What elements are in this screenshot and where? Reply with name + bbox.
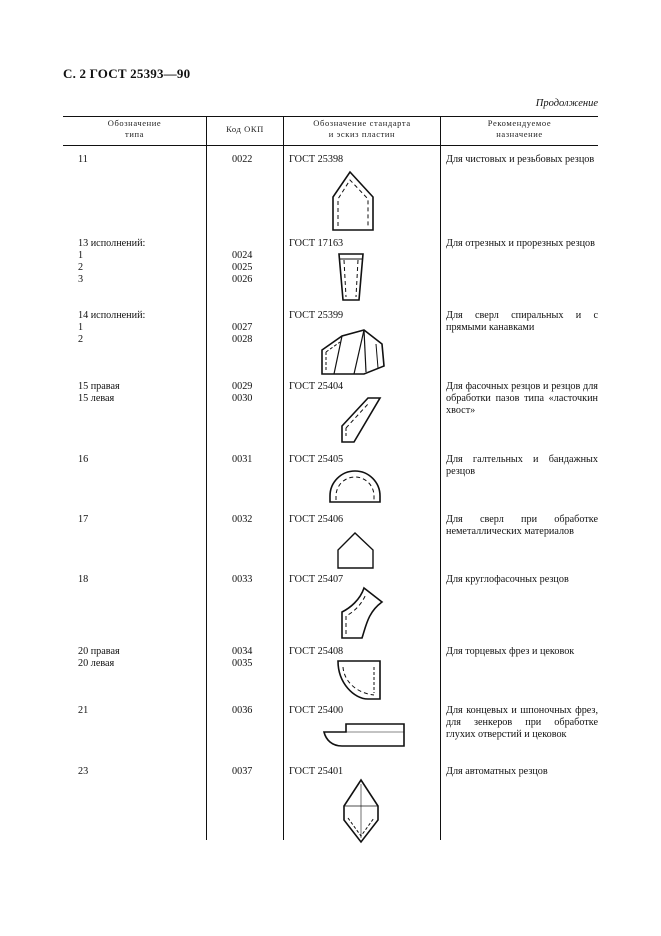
purpose-cell: Для круглофасочных резцов: [446, 574, 569, 585]
type-cell: 15 правая 15 левая: [78, 381, 120, 404]
standard-cell: ГОСТ 25408: [289, 646, 344, 657]
type-cell: 17: [78, 514, 89, 525]
okp-cell: 0034 0035: [232, 646, 253, 669]
sketch-quarter-round-icon: [336, 659, 382, 701]
type-cell: 21: [78, 705, 89, 716]
header-type: Обозначение типа: [107, 118, 162, 139]
page-header: С. 2 ГОСТ 25393—90: [63, 66, 191, 81]
type-cell: 20 правая 20 левая: [78, 646, 120, 669]
sketch-pointed-icon: [342, 778, 380, 844]
okp-cell: 0024 0025 0026: [232, 250, 253, 285]
table-top-rule: [63, 116, 598, 117]
purpose-cell: Для сверл при обработке неметаллических материалов: [446, 514, 598, 537]
okp-cell: 0036: [232, 705, 253, 716]
type-cell: 23: [78, 766, 89, 777]
okp-cell: 0031: [232, 454, 253, 465]
purpose-cell: Для автоматных резцов: [446, 766, 548, 777]
type-cell: 13 исполнений: 1 2 3: [78, 238, 146, 285]
column-divider: [206, 116, 207, 840]
sketch-pentagon-icon: [328, 170, 378, 232]
type-cell: 16: [78, 454, 89, 465]
continuation-label: Продолжение: [535, 98, 598, 109]
type-cell: 18: [78, 574, 89, 585]
header-standard: Обозначение стандарта и эскиз пластин: [313, 118, 411, 139]
sketch-prism-icon: [318, 328, 388, 376]
type-cell: 14 исполнений: 1 2: [78, 310, 146, 345]
purpose-cell: Для фасочных резцов и резцов для обработки пазов типа «ласточкин хвост»: [446, 381, 598, 416]
okp-cell: 0037: [232, 766, 253, 777]
standard-cell: ГОСТ 25400: [289, 705, 344, 716]
sketch-bar-icon: [322, 722, 406, 748]
purpose-cell: Для торцевых фрез и цековок: [446, 646, 575, 657]
okp-cell: 0033: [232, 574, 253, 585]
okp-cell: 0027 0028: [232, 322, 253, 345]
purpose-cell: Для сверл спиральных и с прямыми канавками: [446, 310, 598, 333]
okp-cell: 0029 0030: [232, 381, 253, 404]
purpose-cell: Для концевых и шпоночных фрез, для зенкеров при обработке глухих отверстий и цековок: [446, 705, 598, 740]
purpose-cell: Для галтельных и бандажных резцов: [446, 454, 598, 477]
okp-cell: 0032: [232, 514, 253, 525]
column-divider: [440, 116, 441, 840]
sketch-semicircle-icon: [328, 470, 382, 504]
standard-cell: ГОСТ 25399: [289, 310, 344, 321]
standard-cell: ГОСТ 25404: [289, 381, 344, 392]
sketch-trapezoid-icon: [336, 252, 366, 302]
okp-cell: 0022: [232, 154, 253, 165]
sketch-house-icon: [335, 530, 377, 570]
standard-cell: ГОСТ 25407: [289, 574, 344, 585]
sketch-parallelogram-icon: [340, 396, 382, 444]
standard-cell: ГОСТ 25398: [289, 154, 344, 165]
header-purpose: Рекомендуемое назначение: [487, 118, 552, 139]
purpose-cell: Для отрезных и прорезных резцов: [446, 238, 595, 249]
table-header-rule: [63, 145, 598, 146]
standard-cell: ГОСТ 25406: [289, 514, 344, 525]
purpose-cell: Для чистовых и резьбовых резцов: [446, 154, 595, 165]
header-okp: Код ОКП: [226, 124, 264, 134]
standard-cell: ГОСТ 25405: [289, 454, 344, 465]
standard-cell: ГОСТ 17163: [289, 238, 344, 249]
sketch-curved-icon: [338, 586, 384, 640]
type-cell: 11: [78, 154, 88, 165]
standard-cell: ГОСТ 25401: [289, 766, 344, 777]
column-divider: [283, 116, 284, 840]
